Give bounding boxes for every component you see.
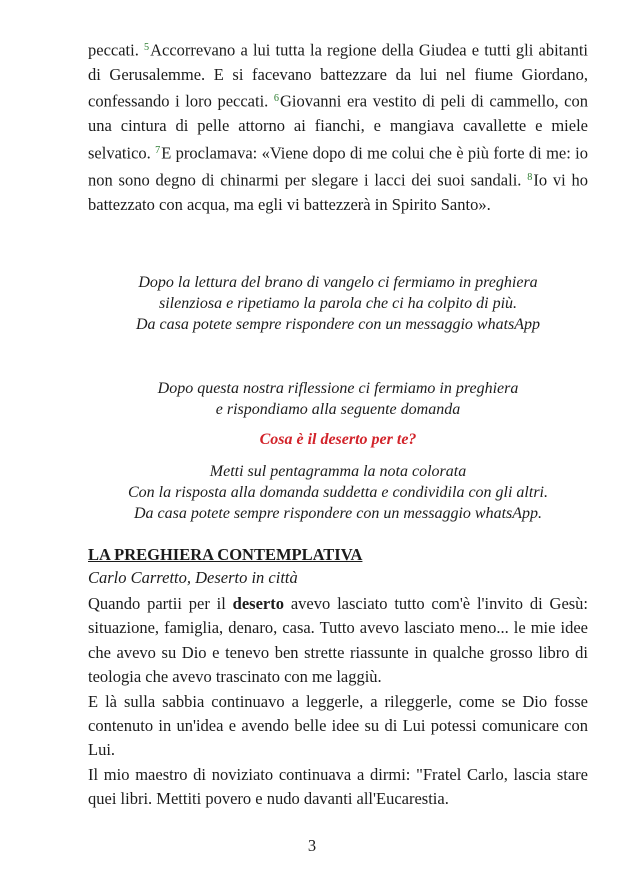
paragraph-text: Quando partii per il (88, 594, 226, 613)
instruction-line: Dopo la lettura del brano di vangelo ci fermiamo in preghiera (138, 274, 538, 291)
gospel-text: E proclamava: «Viene dopo di me colui che è più forte di me: io non sono degno di chinarmi per slegare i lacci dei suoi sandali. (88, 143, 589, 190)
section-title: LA PREGHIERA CONTEMPLATIVA (88, 545, 363, 564)
instruction-line: e rispondiamo alla seguente domanda (215, 401, 461, 418)
gospel-text: Io vi ho battezzato con acqua, ma egli vi battezzerà in Spirito Santo». (88, 170, 588, 214)
sharing-instruction (88, 461, 588, 524)
emphasis-word: deserto (232, 594, 284, 613)
verse-number: 7 (155, 144, 161, 156)
page-number: 3 (307, 836, 317, 855)
gospel-text: Accorrevano a lui tutta la regione della Giudea e tutti gli abitanti di Gerusalemme. E si facevano battezzare da lui nel fiume Giordano, confessando i loro peccati. (88, 40, 588, 112)
instruction-line: silenziosa e ripetiamo la parola che ci ha colpito di più. (158, 295, 518, 312)
paragraph (88, 592, 588, 690)
gospel-text: peccati. (88, 40, 139, 60)
verse-number: 8 (527, 171, 533, 183)
instruction-line: Dopo questa nostra riflessione ci fermiamo in preghiera (157, 380, 519, 397)
section-author: Carlo Carretto, Deserto in città (88, 568, 298, 587)
instruction-line: Da casa potete sempre rispondere con un messaggio whatsApp (135, 316, 541, 333)
prayer-instruction (88, 272, 588, 335)
verse-number: 5 (144, 42, 150, 53)
reflection-question: Cosa è il deserto per te? (259, 431, 417, 448)
gospel-passage (88, 36, 588, 217)
verse-number: 6 (273, 93, 279, 105)
instruction-line: Con la risposta alla domanda suddetta e condividila con gli altri. (128, 484, 548, 501)
reflection-instruction (88, 378, 588, 420)
instruction-line: Metti sul pentagramma la nota colorata (209, 463, 467, 480)
paragraph: E là sulla sabbia continuavo a leggerle, a rileggerle, come se Dio fosse contenuto in un'idea e avendo belle idee su di Lui potessi comunicare con Lui. (88, 691, 588, 760)
contemplation-text (88, 592, 588, 812)
paragraph: Il mio maestro di noviziato continuava a dirmi: "Fratel Carlo, lascia stare quei libri. Mettiti povero e nudo davanti all'Eucarestia. (88, 764, 588, 809)
gospel-text: Giovanni era vestito di peli di cammello, con una cintura di pelle attorno ai fianchi, e mangiava cavallette e miele selvatico. (88, 92, 588, 163)
paragraph-text: avevo lasciato tutto com'è l'invito di Gesù: situazione, famiglia, denaro, casa. Tutto avevo lasciato meno... le mie idee che avevo su Dio e tenevo ben strette riassunte in qualche grosso libro di teologia che avevo trascinato con me laggiù. (88, 594, 589, 687)
instruction-line: Da casa potete sempre rispondere con un messaggio whatsApp. (133, 505, 543, 522)
